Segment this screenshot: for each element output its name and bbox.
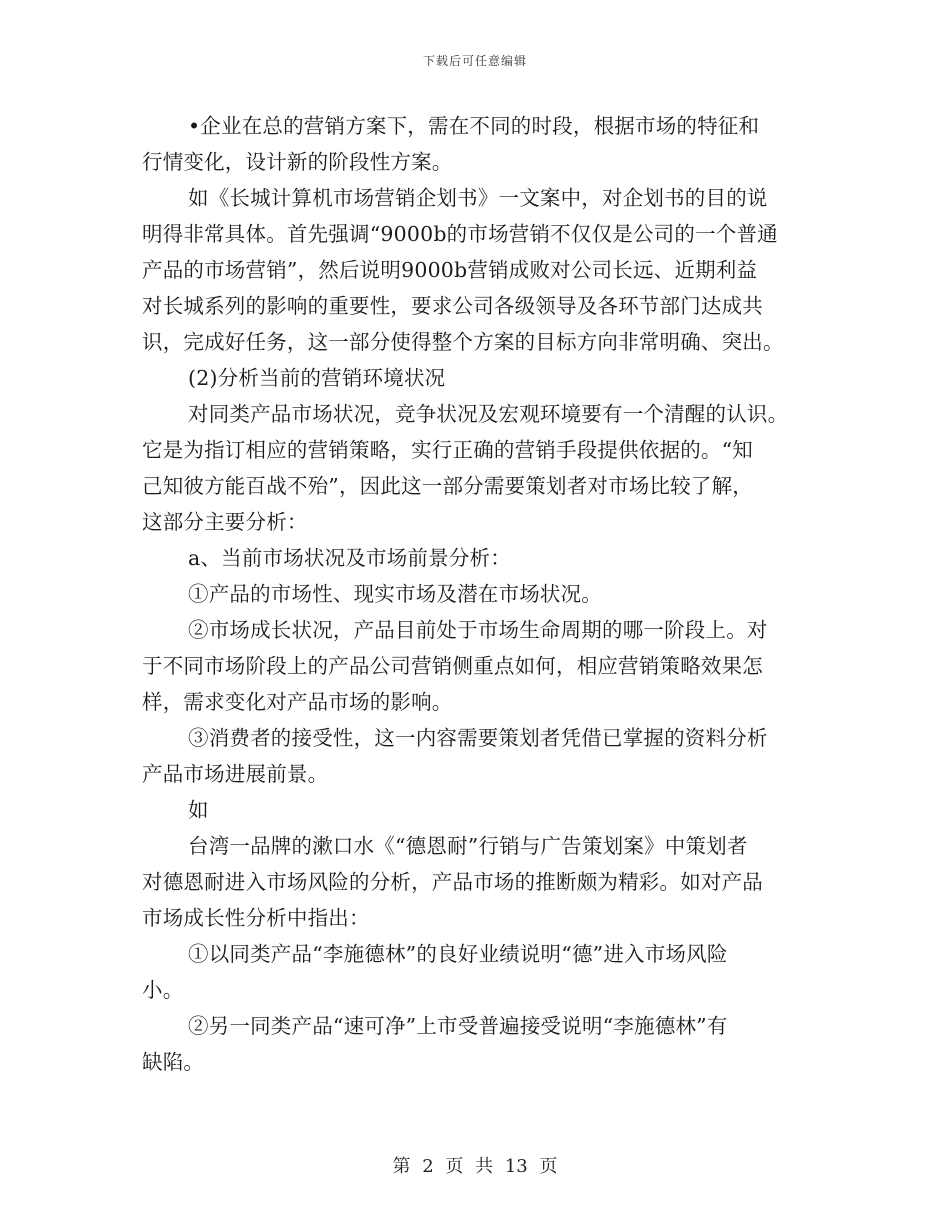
text-line: 产品市场进展前景。	[142, 762, 329, 786]
text-line: ①产品的市场性、现实市场及潜在市场状况。	[188, 582, 602, 606]
text-line: 这部分主要分析：	[142, 510, 308, 534]
text-line: 如	[188, 798, 209, 822]
text-line: 对德恩耐进入市场风险的分析，产品市场的推断颇为精彩。如对产品	[142, 870, 763, 894]
text-line: 对长城系列的影响的重要性，要求公司各级领导及各环节部门达成共	[142, 294, 763, 318]
text-line: 产品的市场营销”，然后说明9000b营销成败对公司长远、近期利益	[142, 258, 758, 282]
text-line: ②另一同类产品“速可净”上市受普遍接受说明“李施德林”有	[188, 1014, 728, 1038]
text-line: 行情变化，设计新的阶段性方案。	[142, 150, 453, 174]
text-line: ②市场成长状况，产品目前处于市场生命周期的哪一阶段上。对	[188, 618, 768, 642]
page-header: 下载后可任意编辑	[422, 54, 527, 68]
text-line: 它是为指订相应的营销策略，实行正确的营销手段提供依据的。“知	[142, 438, 753, 462]
text-line: 市场成长性分析中指出：	[142, 906, 370, 930]
text-line: 台湾一品牌的漱口水《“德恩耐”行销与广告策划案》中策划者	[188, 834, 748, 858]
text-line: (2)分析当前的营销环境状况	[188, 366, 446, 390]
page-footer: 第 2 页 共 13 页	[392, 1156, 558, 1177]
text-line: 明得非常具体。首先强调“9000b的市场营销不仅仅是公司的一个普通	[142, 222, 778, 246]
text-line: •企业在总的营销方案下，需在不同的时段，根据市场的特征和	[188, 114, 760, 138]
text-line: ①以同类产品“李施德林”的良好业绩说明“德”进入市场风险	[188, 942, 728, 966]
text-line: 对同类产品市场状况，竞争状况及宏观环境要有一个清醒的认识。	[188, 402, 789, 426]
text-line: 小。	[142, 978, 184, 1002]
text-line: a、当前市场状况及市场前景分析：	[188, 546, 511, 570]
text-line: 于不同市场阶段上的产品公司营销侧重点如何，相应营销策略效果怎	[142, 654, 763, 678]
text-line: 缺陷。	[142, 1050, 205, 1074]
text-line: 识，完成好任务，这一部分使得整个方案的目标方向非常明确、突出。	[142, 330, 784, 354]
text-line: ③消费者的接受性，这一内容需要策划者凭借已掌握的资料分析	[188, 726, 768, 750]
document-body	[142, 108, 810, 1080]
text-line: 己知彼方能百战不殆”，因此这一部分需要策划者对市场比较了解，	[142, 474, 753, 498]
text-line: 样，需求变化对产品市场的影响。	[142, 690, 453, 714]
text-line: 如《长城计算机市场营销企划书》一文案中，对企划书的目的说	[188, 186, 768, 210]
